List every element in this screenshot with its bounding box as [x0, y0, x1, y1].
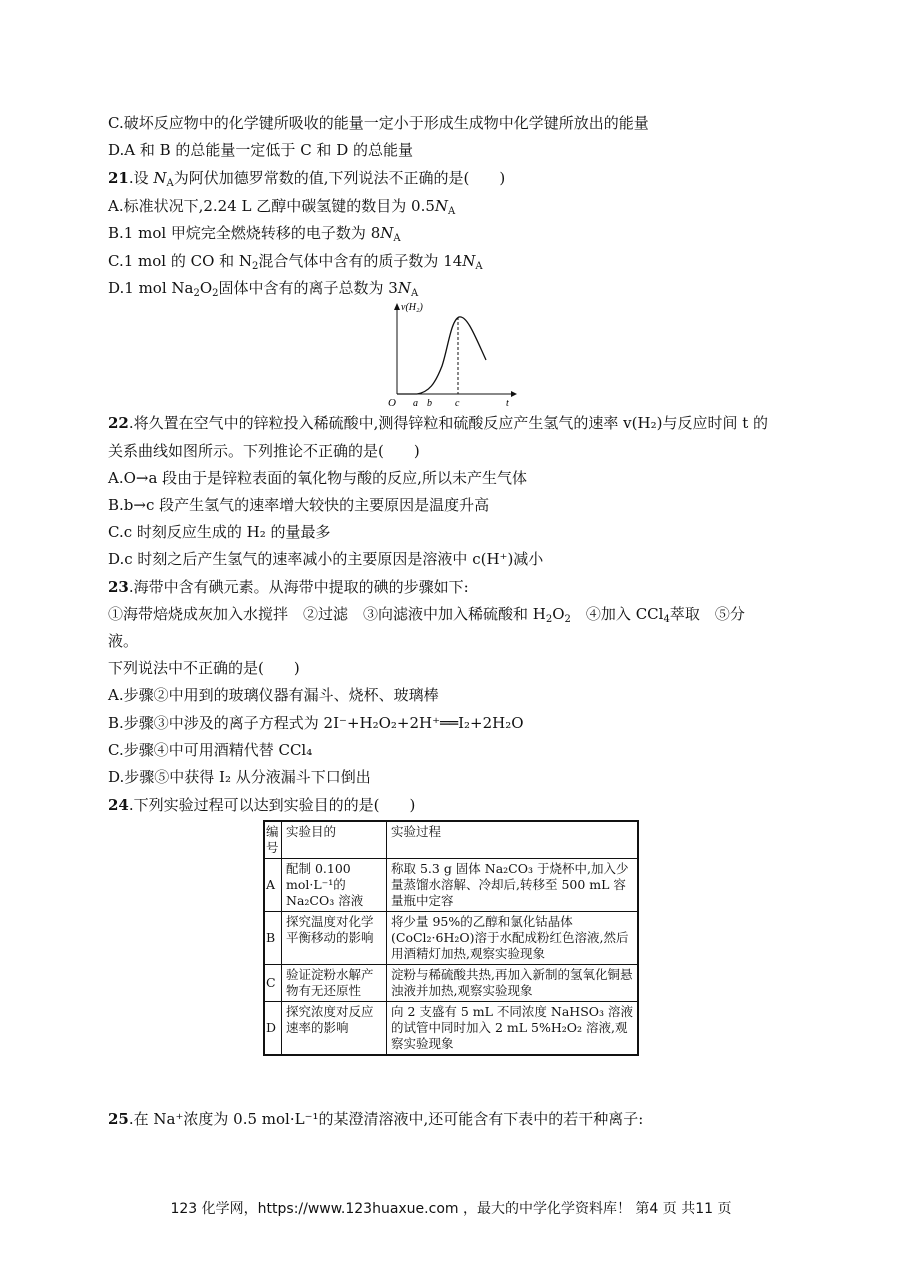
- q21-option-d-b: O: [199, 279, 213, 297]
- y-axis-arrow: [394, 303, 400, 310]
- table-cell: D: [264, 1002, 282, 1056]
- table-cell: 向 2 支盛有 5 mL 不同浓度 NaHSO₃ 溶液的试管中同时加入 2 mL 5%H₂O₂ 溶液,观察实验现象: [387, 1002, 639, 1056]
- q22-stem-line2: 关系曲线如图所示。下列推论不正确的是( ): [108, 442, 420, 460]
- table-header-cell: 编号: [264, 821, 282, 859]
- q21-option-b-text: B.1 mol 甲烷完全燃烧转移的电子数为 8: [108, 224, 381, 242]
- table-cell: A: [264, 859, 282, 912]
- q22-option-c: C.c 时刻反应生成的 H₂ 的量最多: [108, 523, 331, 541]
- q22-option-d: D.c 时刻之后产生氢气的速率减小的主要原因是溶液中 c(H⁺)减小: [108, 550, 544, 568]
- experiment-table: [263, 820, 639, 1056]
- table-row: [264, 1002, 638, 1056]
- q21-option-c-a: C.1 mol 的 CO 和 N: [108, 252, 253, 270]
- q25-stem-text: .在 Na⁺浓度为 0.5 mol·L⁻¹的某澄清溶液中,还可能含有下表中的若干种离子:: [128, 1110, 644, 1128]
- rate-time-graph: [385, 298, 517, 410]
- table-cell: C: [264, 965, 282, 1002]
- q21-option-d-a: D.1 mol Na: [108, 279, 194, 297]
- table-row: [264, 912, 638, 965]
- q21-option-a: A.标准状况下,2.24 L 乙醇中碳氢键的数目为 $0.5N_A$: [108, 197, 456, 217]
- table-cell: 探究浓度对反应速率的影响: [282, 1002, 387, 1056]
- q22-option-a: A.O→a 段由于是锌粒表面的氧化物与酸的反应,所以未产生气体: [108, 469, 527, 487]
- q23-steps-line1: ①海带焙烧成灰加入水搅拌 ②过滤 ③向滤液中加入稀硫酸和 $H_2O_2$ ④加入 CCl$_4$萃取 ⑤分: [108, 605, 745, 625]
- q21-stem-b: 为阿伏加德罗常数的值,下列说法不正确的是( ): [173, 169, 506, 187]
- q23-option-a: A.步骤②中用到的玻璃仪器有漏斗、烧杯、玻璃棒: [108, 686, 439, 704]
- q23-option-b: B.步骤③中涉及的离子方程式为 2I⁻+H₂O₂+2H⁺══I₂+2H₂O: [108, 714, 524, 732]
- q21-stem-a: .设: [128, 169, 154, 187]
- q23-stem-text: .海带中含有碘元素。从海带中提取的碘的步骤如下:: [128, 578, 469, 596]
- table-row: [264, 965, 638, 1002]
- tick-a-label: a: [413, 398, 418, 409]
- q21-option-d-c: 固体中含有的离子总数为 3: [218, 279, 398, 297]
- table-header-cell: 实验过程: [387, 821, 639, 859]
- q21-option-c: C.1 mol 的 CO 和 $N_2$混合气体中含有的质子数为 $14N_A$: [108, 252, 483, 272]
- q22-stem1: .将久置在空气中的锌粒投入稀硫酸中,测得锌粒和硫酸反应产生氢气的速率 v(H₂)与反应时间 t 的: [128, 414, 769, 432]
- tick-c-label: c: [455, 398, 460, 409]
- q23-steps-line2: 液。: [108, 632, 139, 650]
- q20-option-d: D.A 和 B 的总能量一定低于 C 和 D 的总能量: [108, 141, 413, 159]
- q20-option-c: C.破坏反应物中的化学键所吸收的能量一定小于形成生成物中化学键所放出的能量: [108, 114, 649, 132]
- table-cell: 称取 5.3 g 固体 Na₂CO₃ 于烧杯中,加入少量蒸馏水溶解、冷却后,转移至 500 mL 容量瓶中定容: [387, 859, 639, 912]
- q21-stem: 21.设 $N_A$为阿伏加德罗常数的值,下列说法不正确的是( ): [108, 169, 506, 189]
- q23-steps-a: ①海带焙烧成灰加入水搅拌 ②过滤 ③向滤液中加入稀硫酸和 H: [108, 605, 546, 623]
- q23-steps-c: ④加入 CCl: [570, 605, 664, 623]
- tick-b-label: b: [427, 398, 432, 409]
- q23-stem: [108, 576, 469, 598]
- q21-option-c-b: 混合气体中含有的质子数为 14: [258, 252, 463, 270]
- x-axis-label: t: [506, 398, 509, 409]
- q21-option-b: B.1 mol 甲烷完全燃烧转移的电子数为 $8N_A$: [108, 224, 401, 244]
- x-axis-arrow: [511, 391, 517, 397]
- q23-option-d: D.步骤⑤中获得 I₂ 从分液漏斗下口倒出: [108, 768, 371, 786]
- q21-option-d: D.1 mol $Na_2O_2$固体中含有的离子总数为 $3N_A$: [108, 279, 419, 299]
- q22-number: 22: [108, 414, 129, 432]
- page-footer: 123 化学网，https://www.123huaxue.com ，最大的中学化学资料库！ 第4 页 共11 页: [170, 1201, 732, 1217]
- table-cell: B: [264, 912, 282, 965]
- q22-stem-line1: [108, 412, 768, 434]
- q25-number: 25: [108, 1110, 129, 1128]
- table-header-row: [264, 821, 638, 859]
- q24-stem: [108, 794, 415, 816]
- q23-option-c: C.步骤④中可用酒精代替 CCl₄: [108, 741, 313, 759]
- table-cell: 将少量 95%的乙醇和氯化钴晶体(CoCl₂·6H₂O)溶于水配成粉红色溶液,然后用酒精灯加热,观察实验现象: [387, 912, 639, 965]
- q25-stem: [108, 1108, 643, 1130]
- q23-steps-d: 萃取 ⑤分: [669, 605, 745, 623]
- q23-question: 下列说法中不正确的是( ): [108, 659, 300, 677]
- q23-number: 23: [108, 578, 129, 596]
- table-header-cell: 实验目的: [282, 821, 387, 859]
- rate-curve: [397, 317, 486, 394]
- table-cell: 验证淀粉水解产物有无还原性: [282, 965, 387, 1002]
- q21-number: 21: [108, 169, 129, 187]
- q24-number: 24: [108, 796, 129, 814]
- origin-label: O: [388, 397, 396, 409]
- q24-stem-text: .下列实验过程可以达到实验目的的是( ): [128, 796, 416, 814]
- q22-option-b: B.b→c 段产生氢气的速率增大较快的主要原因是温度升高: [108, 496, 490, 514]
- q23-steps-b: O: [552, 605, 565, 623]
- table-row: [264, 859, 638, 912]
- table-cell: 配制 0.100 mol·L⁻¹的 Na₂CO₃ 溶液: [282, 859, 387, 912]
- table-cell: 探究温度对化学平衡移动的影响: [282, 912, 387, 965]
- q21-option-a-text: A.标准状况下,2.24 L 乙醇中碳氢键的数目为 0.5: [108, 197, 435, 215]
- y-axis-label: v(H₂): [401, 302, 423, 313]
- table-cell: 淀粉与稀硫酸共热,再加入新制的氢氧化铜悬浊液并加热,观察实验现象: [387, 965, 639, 1002]
